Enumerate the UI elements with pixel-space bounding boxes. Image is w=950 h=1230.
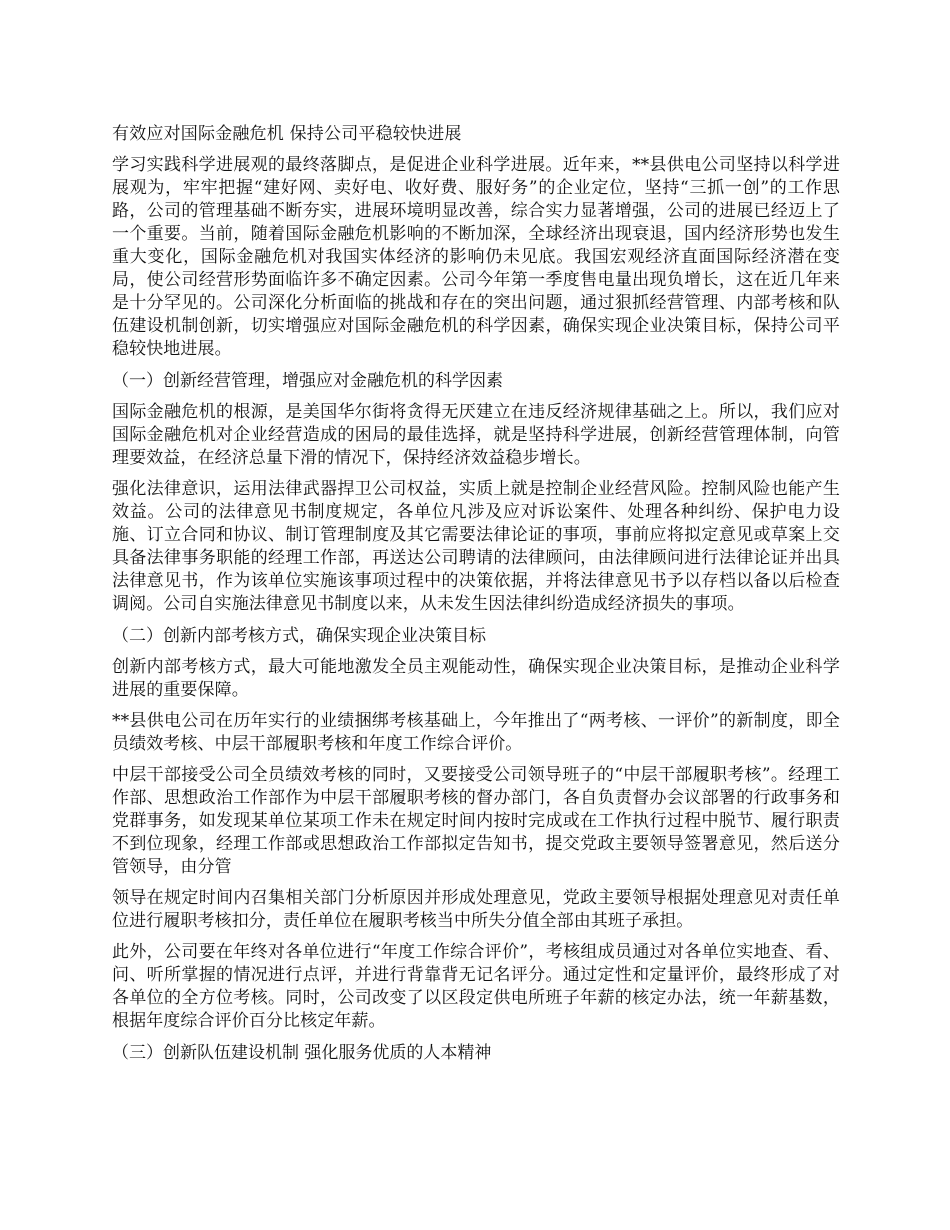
section-heading-3: （三）创新队伍建设机制 强化服务优质的人本精神 xyxy=(112,1043,492,1063)
paragraph-financial-crisis-root: 国际金融危机的根源，是美国华尔街将贪得无厌建立在违反经济规律基础之上。所以，我们应对国际金融危机对企业经营造成的困局的最佳选择，就是坚持科学进展，创新经营管理体制，向管理要效益，在经济总量下滑的情况下，保持经济效益稳步增长。 xyxy=(112,402,840,468)
document-title: 有效应对国际金融危机 保持公司平稳较快进展 xyxy=(112,124,462,144)
paragraph-annual-evaluation: 此外，公司要在年终对各单位进行“年度工作综合评价”，考核组成员通过对各单位实地查、看、问、听所掌握的情况进行点评，并进行背靠背无记名评分。通过定性和定量评价，最终形成了对各单位的全方位考核。同时，公司改变了以区段定供电所班子年薪的核定办法，统一年薪基数，根据年度综合评价百分比核定年薪。 xyxy=(112,942,840,1031)
paragraph-internal-assessment: 创新内部考核方式，最大可能地激发全员主观能动性，确保实现企业决策目标，是推动企业科学进展的重要保障。 xyxy=(112,657,840,700)
section-heading-2: （二）创新内部考核方式，确保实现企业决策目标 xyxy=(112,626,486,646)
paragraph-legal-awareness: 强化法律意识，运用法律武器捍卫公司权益，实质上就是控制企业经营风险。控制风险也能产生效益。公司的法律意见书制度规定，各单位凡涉及应对诉讼案件、处理各种纠纷、保护电力设施、订立合同和协议、制订管理制度及其它需要法律论证的事项，事前应将拟定意见或草案上交具备法律事务职能的经理工作部，再送达公司聘请的法律顾问，由法律顾问进行法律论证并出具法律意见书，作为该单位实施该事项过程中的决策依据，并将法律意见书予以存档以备以后检查调阅。公司自实施法律意见书制度以来，从未发生因法律纠纷造成经济损失的事项。 xyxy=(112,479,840,614)
paragraph-middle-cadre: 中层干部接受公司全员绩效考核的同时，又要接受公司领导班子的“中层干部履职考核”。经理工作部、思想政治工作部作为中层干部履职考核的督办部门，各自负责督办会议部署的行政事务和党群事务，如发现某单位某项工作未在规定时间内按时完成或在工作执行过程中脱节、履行职责不到位现象，经理工作部或思想政治工作部拟定告知书，提交党政主要领导签署意见，然后送分管领导，由分管 xyxy=(112,765,840,877)
paragraph-intro: 学习实践科学进展观的最终落脚点，是促进企业科学进展。近年来，**县供电公司坚持以科学进展观为，牢牢把握“建好网、卖好电、收好费、服好务”的企业定位，坚持“三抓一创”的工作思路，公司的管理基础不断夯实，进展环境明显改善，综合实力显著增强，公司的进展已经迈上了一个重要。当前，随着国际金融危机影响的不断加深，全球经济出现衰退，国内经济形势也发生重大变化，国际金融危机对我国实体经济的影响仍未见底。我国宏观经济直面国际经济潜在变局，使公司经营形势面临许多不确定因素。公司今年第一季度售电量出现负增长，这在近几年来是十分罕见的。公司深化分析面临的挑战和存在的突出问题，通过狠抓经营管理、内部考核和队伍建设机制创新，切实增强应对国际金融危机的科学因素，确保实现企业决策目标，保持公司平稳较快地进展。 xyxy=(112,155,840,359)
section-heading-1: （一）创新经营管理，增强应对金融危机的科学因素 xyxy=(112,371,503,391)
paragraph-new-system: **县供电公司在历年实行的业绩捆绑考核基础上，今年推出了“两考核、一评价”的新制度，即全员绩效考核、中层干部履职考核和年度工作综合评价。 xyxy=(112,711,840,754)
paragraph-leader-review: 领导在规定时间内召集相关部门分析原因并形成处理意见，党政主要领导根据处理意见对责任单位进行履职考核扣分，责任单位在履职考核当中所失分值全部由其班子承担。 xyxy=(112,888,840,931)
document-page xyxy=(112,122,840,1073)
